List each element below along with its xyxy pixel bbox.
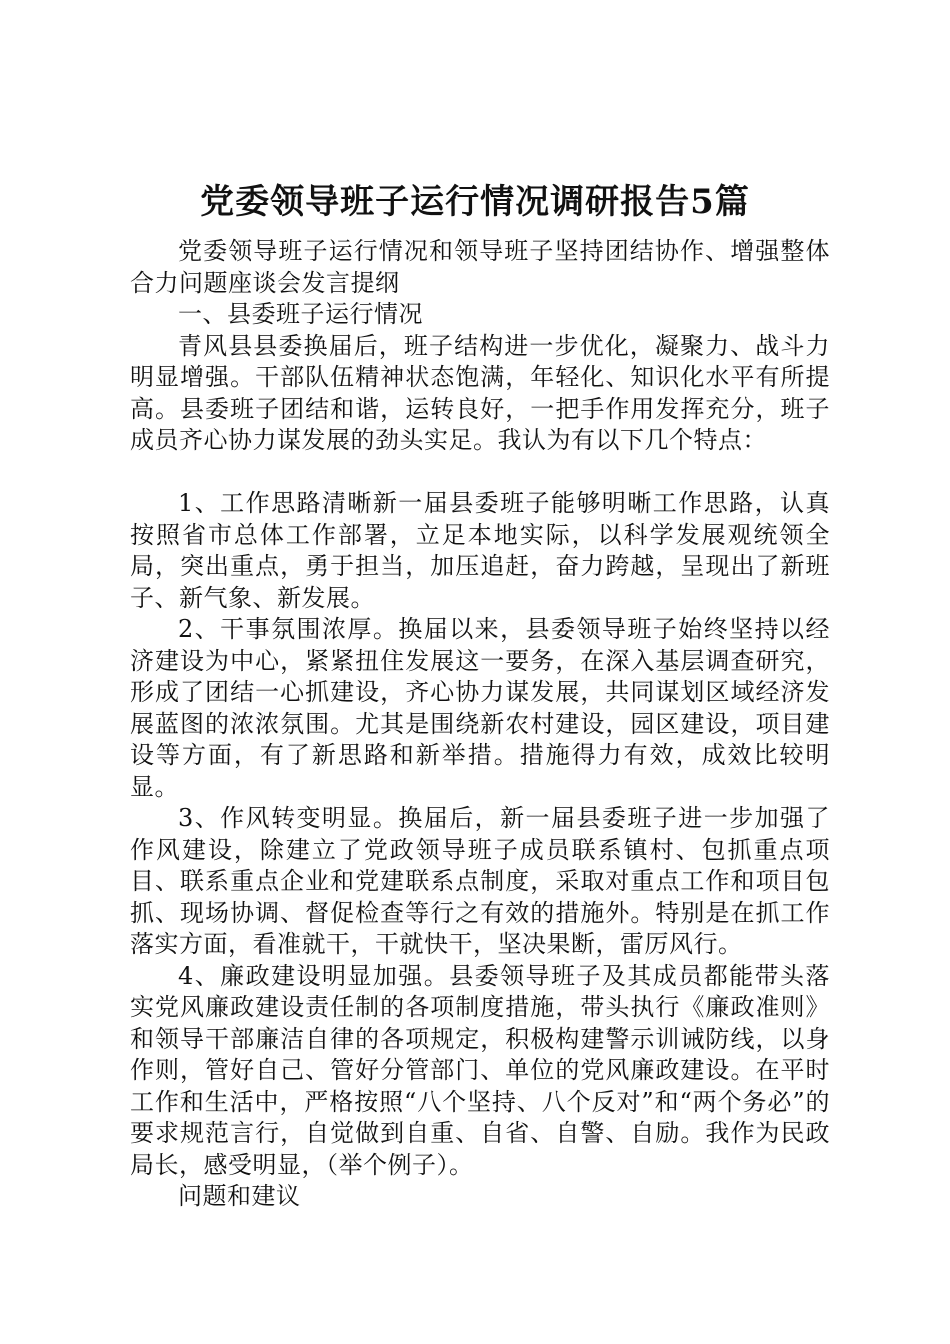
- point-2-paragraph: 2、干事氛围浓厚。换届以来，县委领导班子始终坚持以经济建设为中心，紧紧扭住发展这一要务，在深入基层调查研究，形成了团结一心抓建设，齐心协力谋发展，共同谋划区域经济发展蓝图的浓浓氛围。尤其是围绕新农村建设，园区建设，项目建设等方面，有了新思路和新举措。措施得力有效，成效比较明显。: [130, 615, 830, 801]
- overview-paragraph: 青风县县委换届后，班子结构进一步优化，凝聚力、战斗力明显增强。干部队伍精神状态饱满，年轻化、知识化水平有所提高。县委班子团结和谐，运转良好，一把手作用发挥充分，班子成员齐心协力谋发展的劲头实足。我认为有以下几个特点：: [130, 331, 830, 454]
- point-1-paragraph: 1、工作思路清晰新一届县委班子能够明晰工作思路，认真按照省市总体工作部署，立足本地实际，以科学发展观统领全局，突出重点，勇于担当，加压追赶，奋力跨越，呈现出了新班子、新气象、新发展。: [130, 489, 830, 612]
- document-body: [130, 236, 830, 1213]
- document-title: 党委领导班子运行情况调研报告5篇: [200, 182, 750, 222]
- section-heading: 一、县委班子运行情况: [178, 300, 423, 328]
- point-4-paragraph: 4、廉政建设明显加强。县委领导班子及其成员都能带头落实党风廉政建设责任制的各项制度措施，带头执行《廉政准则》和领导干部廉洁自律的各项规定，积极构建警示训诫防线，以身作则，管好自己、管好分管部门、单位的党风廉政建设。在平时工作和生活中，严格按照“八个坚持、八个反对”和“两个务必”的要求规范言行，自觉做到自重、自省、自警、自励。我作为民政局长，感受明显，（举个例子）。: [130, 961, 830, 1179]
- intro-paragraph: 党委领导班子运行情况和领导班子坚持团结协作、增强整体合力问题座谈会发言提纲: [130, 237, 830, 297]
- point-3-paragraph: 3、作风转变明显。换届后，新一届县委班子进一步加强了作风建设，除建立了党政领导班子成员联系镇村、包抓重点项目、联系重点企业和党建联系点制度，采取对重点工作和项目包抓、现场协调、督促检查等行之有效的措施外。特别是在抓工作落实方面，看准就干，干就快干，坚决果断，雷厉风行。: [130, 804, 830, 958]
- problems-heading: 问题和建议: [178, 1182, 301, 1210]
